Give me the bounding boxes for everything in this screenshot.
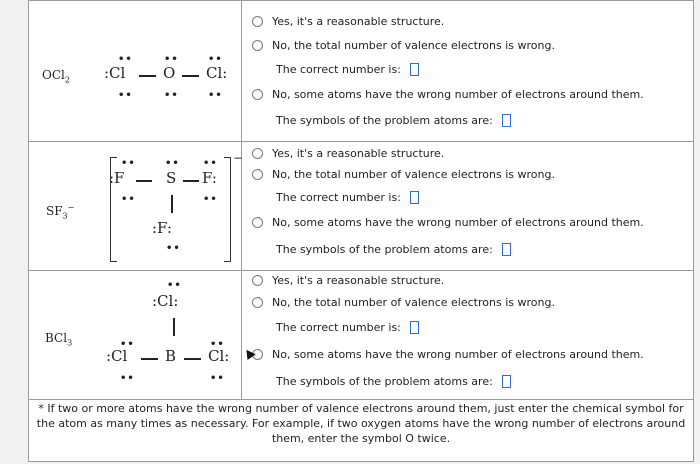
option-label: No, the total number of valence electrons is wrong. (272, 296, 555, 309)
footnote: * If two or more atoms have the wrong number of valence electrons around them, just enter the chemical symbol for the atom as many times as necessary. For example, if two oxygen atoms have the wrong number of electrons around them, enter the symbol O twice. (36, 402, 686, 445)
correct-number-label: The correct number is: (276, 321, 401, 334)
correct-number-row (276, 63, 419, 76)
atom-s: S (166, 169, 177, 187)
bond-b-cl-top (173, 318, 175, 336)
option-no-valence-wrong[interactable] (252, 168, 555, 181)
problem-atoms-label: The symbols of the problem atoms are: (276, 375, 493, 388)
radio-button[interactable] (252, 89, 263, 100)
atom-f-left: :F (109, 169, 125, 187)
option-label: No, some atoms have the wrong number of electrons around them. (272, 216, 644, 229)
option-no-wrong-electrons[interactable] (252, 348, 644, 361)
option-label: Yes, it's a reasonable structure. (272, 147, 445, 160)
option-no-wrong-electrons[interactable] (252, 216, 644, 229)
correct-number-input[interactable] (410, 191, 419, 204)
radio-button[interactable] (252, 169, 263, 180)
radio-button[interactable] (252, 40, 263, 51)
problem-atoms-row (276, 114, 511, 127)
radio-button[interactable] (252, 217, 263, 228)
option-yes-reasonable[interactable] (252, 274, 444, 287)
atom-cl-left: :Cl (106, 347, 128, 365)
option-no-valence-wrong[interactable] (252, 296, 555, 309)
option-no-wrong-electrons[interactable] (252, 88, 644, 101)
bond-cl-o (139, 75, 156, 77)
option-no-valence-wrong[interactable] (252, 39, 555, 52)
correct-number-label: The correct number is: (276, 191, 401, 204)
molecule-label-sf3: $SF_3^-$ (46, 203, 75, 221)
atom-cl-right: Cl: (208, 347, 230, 365)
correct-number-row (276, 321, 419, 334)
problem-atoms-row (276, 375, 511, 388)
correct-number-input[interactable] (410, 63, 419, 76)
correct-number-input[interactable] (410, 321, 419, 334)
correct-number-row (276, 191, 419, 204)
atom-cl-right: Cl: (206, 64, 228, 82)
radio-button[interactable] (252, 297, 263, 308)
right-bracket (224, 157, 231, 262)
option-label: No, some atoms have the wrong number of electrons around them. (272, 348, 644, 361)
problem-atoms-label: The symbols of the problem atoms are: (276, 114, 493, 127)
column-divider (241, 0, 242, 400)
radio-button[interactable] (252, 16, 263, 27)
bond-b-cl (184, 358, 201, 360)
atom-b: B (165, 347, 177, 365)
atom-cl-top: :Cl: (152, 292, 179, 310)
atom-o: O (163, 64, 176, 82)
option-label: Yes, it's a reasonable structure. (272, 274, 445, 287)
charge: − (233, 151, 244, 165)
option-label: Yes, it's a reasonable structure. (272, 15, 445, 28)
radio-button[interactable] (252, 148, 263, 159)
molecule-label-ocl2: OCl$_2$ (42, 68, 70, 85)
correct-number-label: The correct number is: (276, 63, 401, 76)
problem-atoms-input[interactable] (502, 375, 511, 388)
bond-s-f-bottom (171, 195, 173, 213)
option-label: No, the total number of valence electrons is wrong. (272, 168, 555, 181)
problem-atoms-input[interactable] (502, 114, 511, 127)
problem-atoms-label: The symbols of the problem atoms are: (276, 243, 493, 256)
bond-f-s (136, 180, 152, 182)
atom-cl-left: :Cl (104, 64, 126, 82)
option-yes-reasonable[interactable] (252, 147, 444, 160)
bond-o-cl (182, 75, 199, 77)
atom-f-bottom: :F: (152, 219, 172, 237)
atom-f-right: F: (202, 169, 217, 187)
molecule-label-bcl3: BCl$_3$ (45, 331, 73, 348)
bond-cl-b (141, 358, 158, 360)
problem-atoms-input[interactable] (502, 243, 511, 256)
option-yes-reasonable[interactable] (252, 15, 444, 28)
radio-button[interactable] (252, 275, 263, 286)
bond-s-f (183, 180, 199, 182)
option-label: No, some atoms have the wrong number of electrons around them. (272, 88, 644, 101)
problem-atoms-row (276, 243, 511, 256)
option-label: No, the total number of valence electrons is wrong. (272, 39, 555, 52)
